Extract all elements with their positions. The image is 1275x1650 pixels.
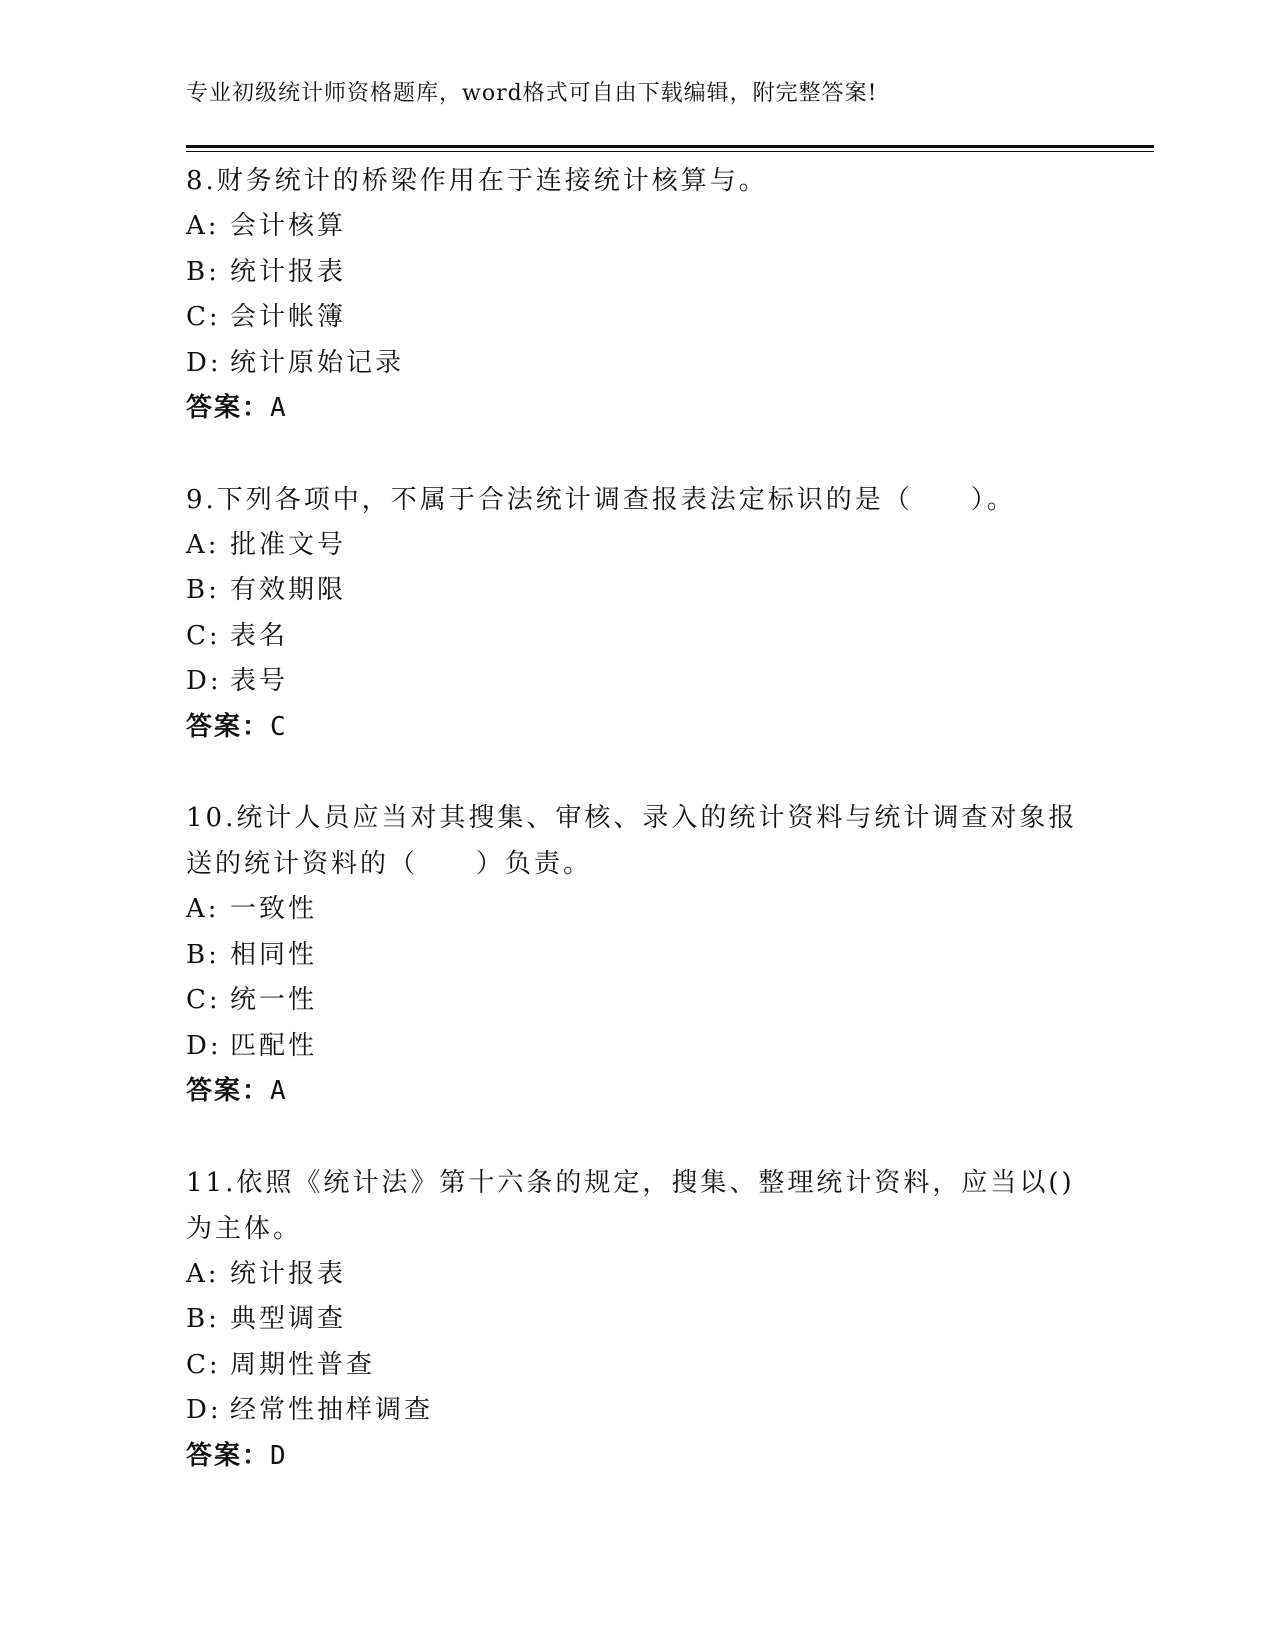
option-key: B: (186, 575, 220, 605)
option-key: C: (186, 302, 221, 332)
option-text: 统计原始记录 (230, 347, 405, 378)
option-key: B: (186, 256, 220, 287)
answer-value: A (270, 1076, 286, 1106)
question-8 (186, 158, 1086, 432)
answer-line (186, 705, 1086, 751)
answer-line (186, 386, 1086, 432)
option-key: D: (186, 347, 222, 378)
option-text: 会计核算 (230, 211, 347, 241)
answer-line (186, 1069, 1086, 1115)
option-a (186, 523, 1086, 569)
answer-value: C (270, 711, 286, 742)
question-text: 8.财务统计的桥梁作用在于连接统计核算与。 (186, 166, 768, 196)
option-d (186, 341, 1086, 387)
question-9 (186, 477, 1086, 751)
option-text: 表号 (230, 666, 289, 696)
option-key: D: (186, 666, 222, 696)
option-text: 一致性 (230, 894, 318, 924)
option-key: A: (186, 529, 220, 560)
option-key: C: (186, 1349, 221, 1380)
option-key: B: (186, 1304, 220, 1334)
question-list (186, 158, 1086, 1524)
option-key: C: (186, 985, 221, 1015)
option-d (186, 659, 1086, 705)
option-a (186, 887, 1086, 933)
option-d (186, 1388, 1086, 1434)
option-text: 批准文号 (230, 529, 347, 560)
option-c (186, 295, 1086, 341)
header-rule-thin (186, 151, 1154, 152)
question-text: 10.统计人员应当对其搜集、审核、录入的统计资料与统计调查对象报送的统计资料的（ ）负责。 (186, 803, 1078, 879)
option-key: A: (186, 894, 220, 924)
option-b (186, 250, 1086, 296)
option-c (186, 614, 1086, 660)
option-key: A: (186, 1258, 220, 1289)
option-key: C: (186, 620, 221, 651)
answer-value: A (270, 393, 286, 423)
option-key: D: (186, 1395, 222, 1425)
option-key: B: (186, 939, 220, 970)
answer-label: 答案： (186, 1076, 271, 1106)
option-c (186, 1343, 1086, 1389)
header-note: 专业初级统计师资格题库，word格式可自由下载编辑，附完整答案! (186, 81, 878, 106)
question-text: 9.下列各项中，不属于合法统计调查报表法定标识的是（ ）。 (186, 484, 1016, 515)
option-key: A: (186, 211, 220, 241)
option-b (186, 933, 1086, 979)
option-b (186, 1297, 1086, 1343)
option-b (186, 568, 1086, 614)
option-text: 典型调查 (230, 1304, 347, 1334)
option-text: 经常性抽样调查 (230, 1395, 434, 1425)
option-a (186, 1252, 1086, 1298)
option-text: 周期性普查 (230, 1349, 376, 1380)
option-c (186, 978, 1086, 1024)
option-text: 统计报表 (230, 1258, 347, 1289)
header-rule-thick (186, 145, 1154, 148)
question-text: 11.依照《统计法》第十六条的规定，搜集、整理统计资料，应当以()为主体。 (186, 1167, 1075, 1244)
option-text: 相同性 (230, 939, 318, 970)
option-a (186, 204, 1086, 250)
option-text: 有效期限 (230, 575, 347, 605)
answer-label: 答案： (186, 393, 271, 423)
question-10 (186, 795, 1086, 1115)
option-text: 匹配性 (230, 1030, 318, 1061)
answer-label: 答案： (186, 1440, 271, 1471)
option-text: 表名 (230, 620, 289, 651)
question-11 (186, 1160, 1086, 1480)
answer-label: 答案： (186, 711, 271, 742)
option-text: 统一性 (230, 985, 318, 1015)
option-text: 统计报表 (230, 256, 347, 287)
answer-line (186, 1434, 1086, 1480)
option-d (186, 1024, 1086, 1070)
option-text: 会计帐簿 (230, 302, 347, 332)
option-key: D: (186, 1030, 222, 1061)
answer-value: D (270, 1440, 286, 1471)
